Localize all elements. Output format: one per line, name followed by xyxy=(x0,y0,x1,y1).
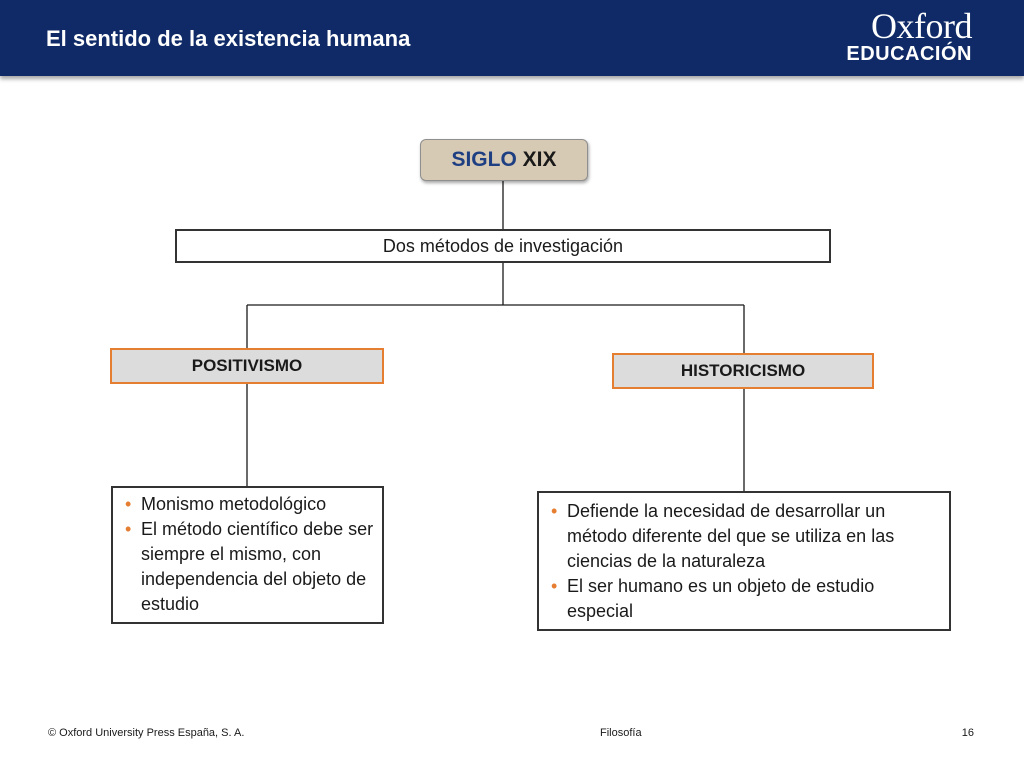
root-label-xix: XIX xyxy=(522,148,557,171)
footer-copyright: © Oxford University Press España, S. A. xyxy=(48,727,245,739)
footer-page-number: 16 xyxy=(961,727,974,739)
footer-subject: Filosofía xyxy=(600,727,642,739)
bullet-icon: • xyxy=(551,576,558,596)
brand-name: Oxford xyxy=(871,6,972,46)
node-dos-metodos: Dos métodos de investigación xyxy=(175,229,831,263)
list-item-text: El método científico debe ser siempre el mismo, con independencia del objeto de estudio xyxy=(141,519,374,614)
bullet-icon: • xyxy=(125,494,132,514)
list-item xyxy=(549,499,941,574)
list-item xyxy=(123,517,374,617)
list-item xyxy=(549,574,941,624)
historicismo-details xyxy=(537,491,951,631)
positivismo-details xyxy=(111,486,384,624)
root-label-siglo: SIGLO xyxy=(451,148,517,171)
list-item-text: Defiende la necesidad de desarrollar un método diferente del que se utiliza en las ciencias de la naturaleza xyxy=(567,501,895,571)
brand-subtitle: EDUCACIÓN xyxy=(846,43,972,65)
node-siglo-xix xyxy=(420,139,588,181)
list-item-text: El ser humano es un objeto de estudio especial xyxy=(567,576,875,621)
bullet-icon: • xyxy=(551,501,558,521)
list-item xyxy=(123,492,374,517)
bullet-icon: • xyxy=(125,519,132,539)
node-positivismo: POSITIVISMO xyxy=(110,348,384,384)
node-historicismo: HISTORICISMO xyxy=(612,353,874,389)
list-item-text: Monismo metodológico xyxy=(141,494,327,514)
slide-title: El sentido de la existencia humana xyxy=(46,26,411,51)
